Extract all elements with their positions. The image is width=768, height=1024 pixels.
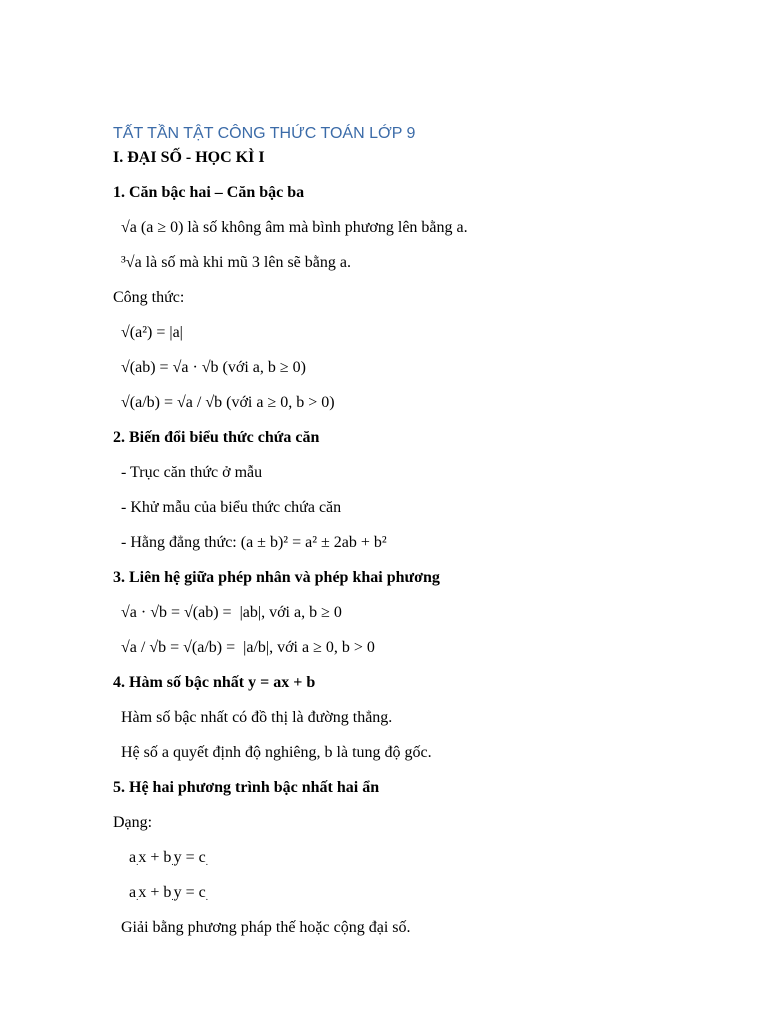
section-4-line-2: Hệ số a quyết định độ nghiêng, b là tung độ gốc.: [121, 744, 432, 761]
section-3-line-1: √a · √b = √(ab) = |ab|, với a, b ≥ 0: [121, 604, 342, 621]
equation-2-x: x + b: [138, 884, 172, 901]
section-1-line-1: √a (a ≥ 0) là số không âm mà bình phương lên bằng a.: [121, 219, 468, 236]
section-2-line-1: - Trục căn thức ở mẫu: [121, 464, 263, 481]
section-5-footer: Giải bằng phương pháp thế hoặc cộng đại số.: [121, 919, 411, 936]
equation-2-a: a: [129, 884, 137, 901]
equation-1-a: a: [129, 849, 137, 866]
section-2-heading: 2. Biến đổi biểu thức chứa căn: [113, 429, 320, 446]
equation-2-sub-a: .: [136, 892, 139, 902]
equation-1-y: y = c: [173, 849, 206, 866]
equation-1-sub-a: .: [136, 857, 139, 867]
equation-2-y: y = c: [173, 884, 206, 901]
section-3-heading: 3. Liên hệ giữa phép nhân và phép khai phương: [113, 569, 440, 586]
document-title: TẤT TẦN TẬT CÔNG THỨC TOÁN LỚP 9: [113, 125, 416, 142]
formula-label: Công thức:: [113, 289, 185, 306]
equation-2-sub-b: .: [171, 892, 174, 902]
section-1-heading: 1. Căn bậc hai – Căn bậc ba: [113, 184, 305, 201]
equation-1-sub-b: .: [171, 857, 174, 867]
section-2-line-3: - Hằng đẳng thức: (a ± b)² = a² ± 2ab + b²: [121, 534, 387, 551]
equation-1-x: x + b: [138, 849, 172, 866]
formula-2: √(ab) = √a · √b (với a, b ≥ 0): [121, 359, 306, 376]
document-content: [113, 122, 713, 951]
equation-1-sub-c: .: [205, 857, 209, 867]
formula-3: √(a/b) = √a / √b (với a ≥ 0, b > 0): [121, 394, 335, 411]
section-2-line-2: - Khử mẫu của biểu thức chứa căn: [121, 499, 342, 516]
part-heading: I. ĐẠI SỐ - HỌC KÌ I: [113, 149, 265, 166]
section-4-line-1: Hàm số bậc nhất có đồ thị là đường thẳng.: [121, 709, 393, 726]
equation-2-sub-c: .: [205, 892, 209, 902]
section-5-label: Dạng:: [113, 814, 153, 831]
formula-1: √(a²) = |a|: [121, 324, 183, 341]
section-4-heading: 4. Hàm số bậc nhất y = ax + b: [113, 674, 316, 691]
section-3-line-2: √a / √b = √(a/b) = |a/b|, với a ≥ 0, b > 0: [121, 639, 375, 656]
equation-1: [113, 846, 713, 881]
section-1-line-2: ³√a là số mà khi mũ 3 lên sẽ bằng a.: [121, 254, 351, 271]
section-5-heading: 5. Hệ hai phương trình bậc nhất hai ẩn: [113, 779, 380, 796]
equation-2: [113, 881, 713, 916]
